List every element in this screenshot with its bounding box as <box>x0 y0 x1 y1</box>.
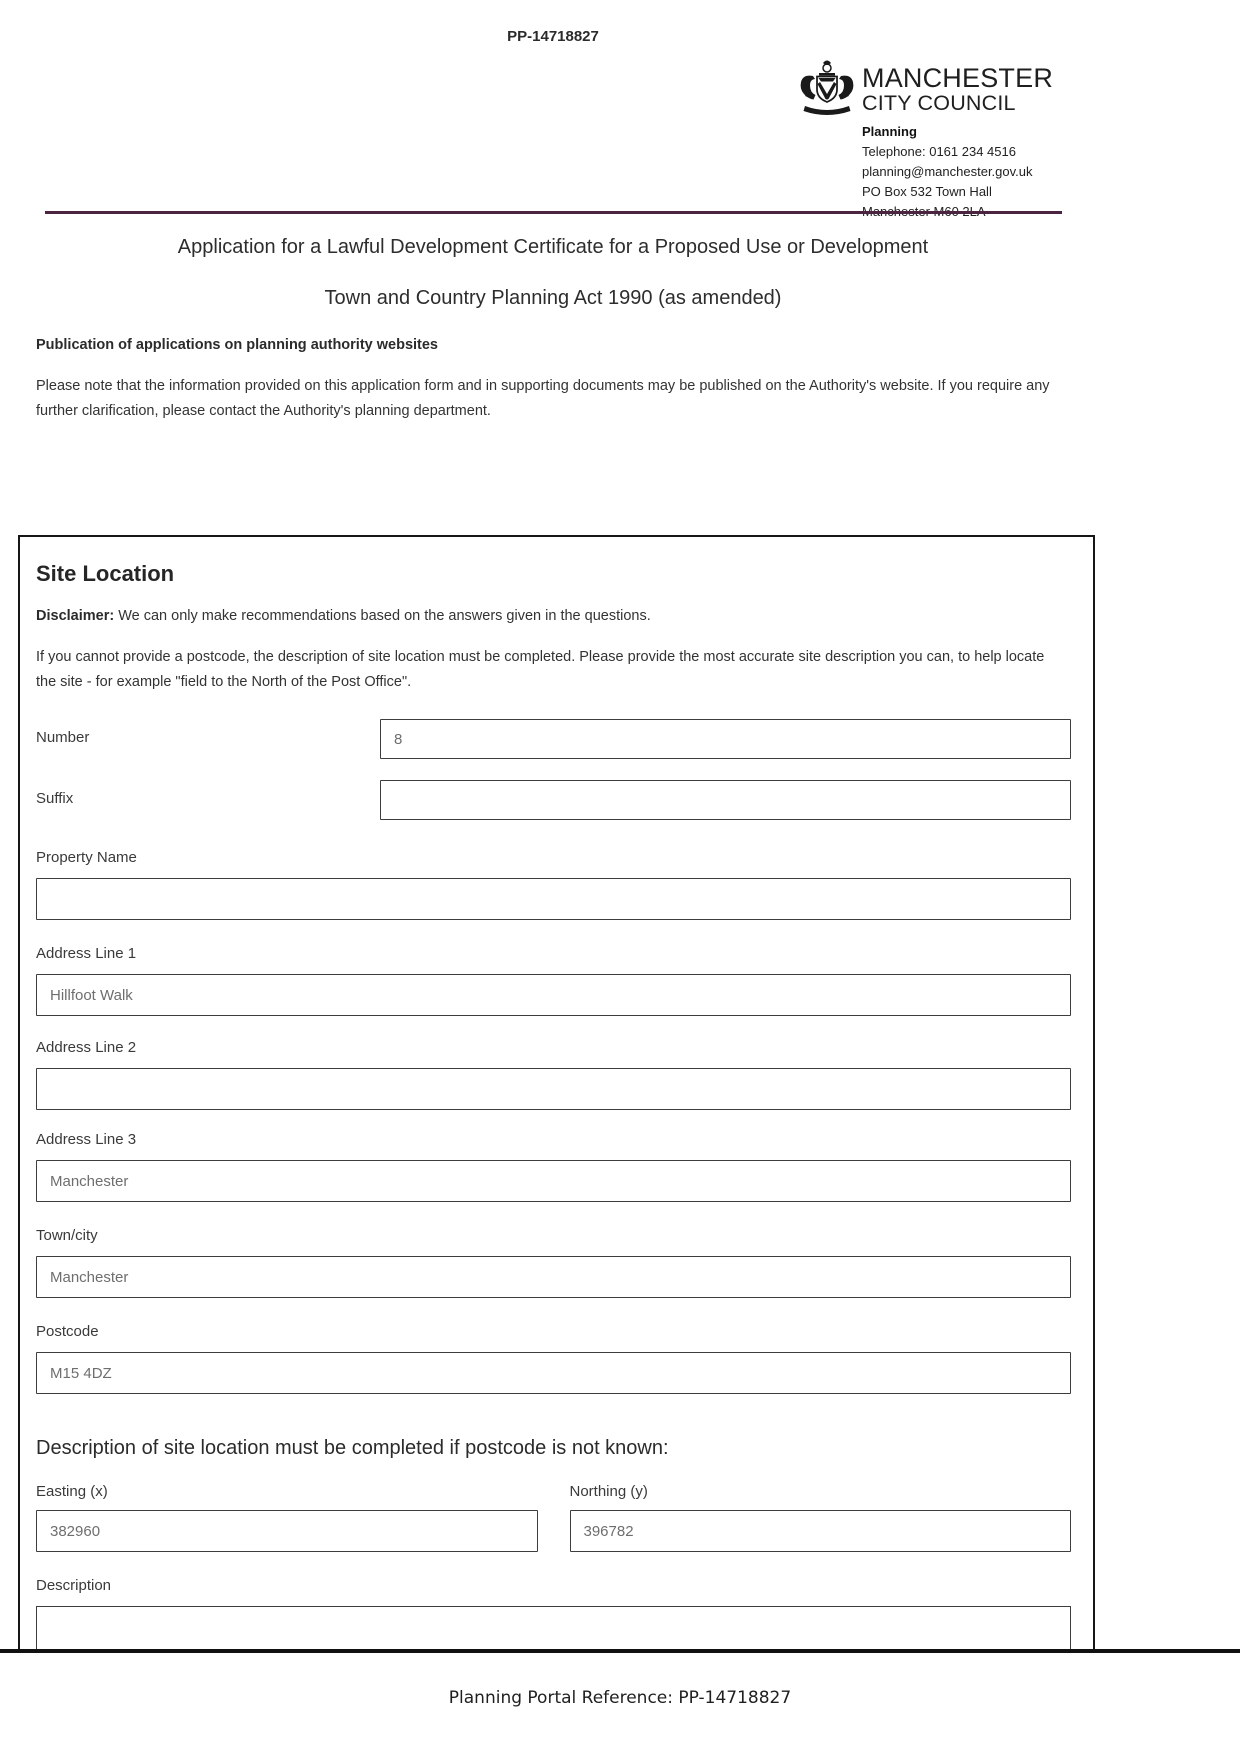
postcode-label: Postcode <box>36 1323 99 1340</box>
page-break-rule <box>0 1649 1240 1653</box>
planning-portal-reference-footer: Planning Portal Reference: PP-14718827 <box>448 1688 792 1708</box>
address-line-2-label: Address Line 2 <box>36 1039 137 1056</box>
form-subtitle: Town and Country Planning Act 1990 (as amended) <box>324 287 782 309</box>
field-group-town-city <box>36 1226 1071 1298</box>
suffix-label: Suffix <box>36 790 74 807</box>
field-group-easting <box>36 1482 538 1552</box>
address-line-3-label: Address Line 3 <box>36 1131 137 1148</box>
address-line-2-input[interactable] <box>36 1068 1071 1110</box>
coordinates-row <box>36 1482 1071 1552</box>
council-department: Planning <box>862 124 917 139</box>
number-input[interactable] <box>380 719 1071 759</box>
publication-heading: Publication of applications on planning authority websites <box>36 337 438 353</box>
council-contact-block <box>862 122 1077 222</box>
council-email: planning@manchester.gov.uk <box>862 164 1033 179</box>
description-label: Description <box>36 1577 112 1594</box>
council-identity <box>797 58 1077 120</box>
town-city-label: Town/city <box>36 1227 98 1244</box>
site-location-section <box>18 535 1095 1650</box>
number-label: Number <box>36 729 90 746</box>
disclaimer-label: Disclaimer: <box>36 608 115 624</box>
publication-body: Please note that the information provided on this application form and in supporting documents may be published on the Authority's website. If you require any further clarification, please contact the Authority's planning department. <box>36 378 1050 419</box>
council-letterhead <box>797 58 1077 222</box>
northing-input[interactable] <box>570 1510 1072 1552</box>
site-location-intro: If you cannot provide a postcode, the description of site location must be completed. Please provide the most accurate site description you can, to help locate the site - for example "field to the North of the Post Office". <box>36 649 1045 690</box>
address-line-1-label: Address Line 1 <box>36 945 137 962</box>
council-telephone: Telephone: 0161 234 4516 <box>862 144 1016 159</box>
address-line-1-input[interactable] <box>36 974 1071 1016</box>
town-city-input[interactable] <box>36 1256 1071 1298</box>
council-address-line1: PO Box 532 Town Hall <box>862 184 992 199</box>
field-group-postcode <box>36 1322 1071 1394</box>
disclaimer-text: We can only make recommendations based on the answers given in the questions. <box>118 608 651 624</box>
easting-input[interactable] <box>36 1510 538 1552</box>
field-group-address-line-3 <box>36 1130 1071 1202</box>
planning-portal-reference-header: PP-14718827 <box>507 28 599 45</box>
description-input[interactable] <box>36 1606 1071 1650</box>
site-location-heading: Site Location <box>36 561 175 586</box>
council-name <box>862 58 1053 114</box>
field-row-number <box>36 719 1071 759</box>
field-group-address-line-2 <box>36 1038 1071 1110</box>
field-group-property-name <box>36 848 1071 920</box>
council-crest-icon <box>797 58 857 120</box>
easting-label: Easting (x) <box>36 1483 108 1500</box>
field-row-suffix <box>36 780 1071 820</box>
field-group-northing <box>570 1482 1072 1552</box>
description-required-heading: Description of site location must be completed if postcode is not known: <box>36 1437 669 1459</box>
address-line-3-input[interactable] <box>36 1160 1071 1202</box>
header-divider-rule <box>45 211 1062 214</box>
council-name-line1: MANCHESTER <box>862 63 1054 93</box>
property-name-label: Property Name <box>36 849 137 866</box>
postcode-input[interactable] <box>36 1352 1071 1394</box>
property-name-input[interactable] <box>36 878 1071 920</box>
field-group-description <box>36 1576 1071 1650</box>
northing-label: Northing (y) <box>569 1483 648 1500</box>
site-location-disclaimer <box>36 605 1071 627</box>
council-name-line2: CITY COUNCIL <box>862 91 1016 116</box>
form-title: Application for a Lawful Development Certificate for a Proposed Use or Development <box>177 236 929 258</box>
suffix-input[interactable] <box>380 780 1071 820</box>
field-group-address-line-1 <box>36 944 1071 1016</box>
